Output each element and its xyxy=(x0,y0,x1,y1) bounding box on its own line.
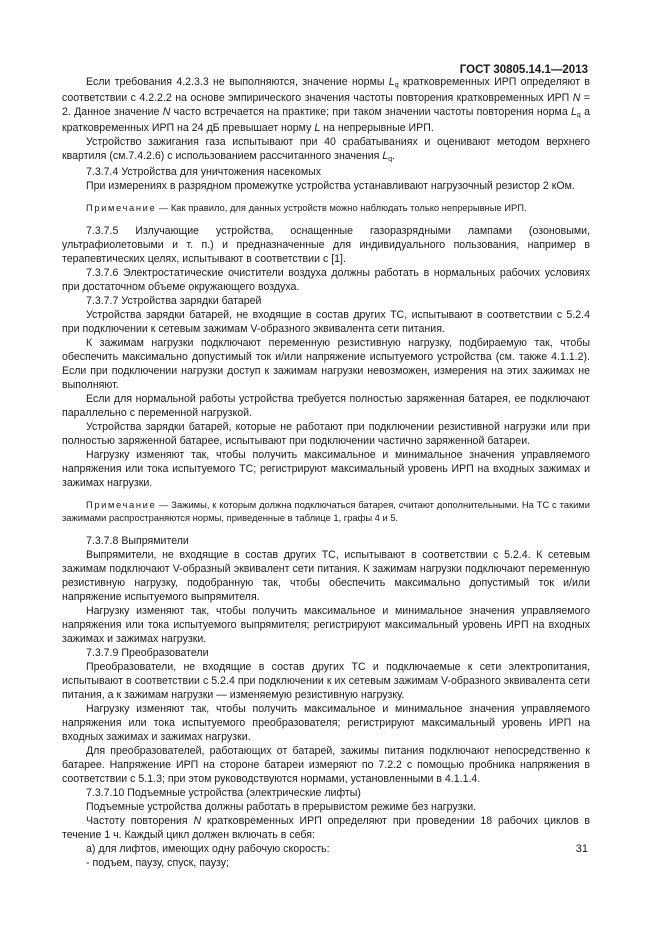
note: Примечание — Зажимы, к которым должна подключаться батарея, считают дополнительными. На ТС с такими зажимами распространяются нормы, приведенные в таблице 1, графы 4 и 5. xyxy=(62,499,590,523)
paragraph: Подъемные устройства должны работать в прерывистом режиме без нагрузки. xyxy=(86,801,477,813)
paragraph: Нагрузку изменяют так, чтобы получить максимальное и минимальное значения управляемого напряжения или тока испытуемого преобразователя; регистрируют максимальный уровень ИРП на входных зажимах и зажимах нагрузки. xyxy=(62,703,590,743)
section-heading: 7.3.7.8 Выпрямители xyxy=(86,535,189,547)
paragraph: Устройства зарядки батарей, которые не работают при подключении резистивной нагрузки или при полностью заряженной батарее, испытывают при подключении частично заряженной батареи. xyxy=(62,421,590,447)
document-body xyxy=(62,75,590,870)
note: Примечание — Как правило, для данных устройств можно наблюдать только непрерывные ИРП. xyxy=(86,202,527,213)
paragraph: Для преобразователей, работающих от батарей, зажимы питания подключают непосредственно к батарее. Напряжение ИРП на стороне батареи измеряют по 7.2.2 с помощью пробника напряжения в соответствии с 5.1.3; при этом руководствуются нормами, установленными в 4.1.1.4. xyxy=(62,745,590,785)
paragraph: Преобразователи, не входящие в состав других ТС и подключаемые к сети электропитания, испытывают в соответствии с 5.2.4 при подключении к их сетевым зажимам V-образного эквивалента сети питания, а к зажимам нагрузки — изменяемую резистивную нагрузку. xyxy=(62,661,590,701)
section-heading: 7.3.7.7 Устройства зарядки батарей xyxy=(86,295,262,307)
document-code-header: ГОСТ 30805.14.1—2013 xyxy=(459,64,588,76)
paragraph: Если требования 4.2.3.3 не выполняются, значение нормы Lq кратковременных ИРП определяют в соответствии с 4.2.2.2 на основе эмпирического значения частоты повторения кратковременных ИРП N = 2. Данное значение N часто встречается на практике; при таком значении частоты повторения норма Lq а кратковременных ИРП на 24 дБ превышает норму L на непрерывные ИРП. xyxy=(62,76,590,134)
paragraph: Выпрямители, не входящие в состав других ТС, испытывают в соответствии с 5.2.4. К сетевым зажимам подключают V-образный эквивалент сети питания. К зажимам нагрузки подключают переменную резистивную нагрузку, подобранную так, чтобы обеспечить максимально допустимый ток и/или напряжение испытуемого выпрямителя. xyxy=(62,549,590,603)
paragraph: При измерениях в разрядном промежутке устройства устанавливают нагрузочный резистор 2 кОм. xyxy=(86,180,575,192)
paragraph: Частоту повторения N кратковременных ИРП определяют при проведении 18 рабочих циклов в течение 1 ч. Каждый цикл должен включать в себя: xyxy=(62,815,590,841)
paragraph: 7.3.7.6 Электростатические очистители воздуха должны работать в нормальных рабочих условиях при достаточном объеме окружающего воздуха. xyxy=(62,267,590,293)
paragraph: Нагрузку изменяют так, чтобы получить максимальное и минимальное значения управляемого напряжения или тока испытуемого ТС; регистрируют максимальный уровень ИРП на входных зажимах и зажимах нагрузки. xyxy=(62,449,590,489)
section-heading: 7.3.7.4 Устройства для уничтожения насекомых xyxy=(86,166,322,178)
list-item: - подъем, паузу, спуск, паузу; xyxy=(86,857,229,869)
page-number: 31 xyxy=(575,843,588,855)
paragraph: Нагрузку изменяют так, чтобы получить максимальное и минимальное значения управляемого напряжения или тока испытуемого выпрямителя; регистрируют максимальный уровень ИРП на входных зажимах и зажимах нагрузки. xyxy=(62,605,590,645)
paragraph: Устройство зажигания газа испытывают при 40 срабатываниях и оценивают методом верхнего квартиля (см.7.4.2.6) с использованием рассчитанного значения Lq. xyxy=(62,136,590,163)
paragraph: К зажимам нагрузки подключают переменную резистивную нагрузку, подбираемую так, чтобы обеспечить максимально допустимый ток и/или напряжение испытуемого устройства (см. также 4.1.1.2). Если при подключении нагрузки доступ к зажимам нагрузки невозможен, измерения на этих зажимах не выполняют. xyxy=(62,337,590,391)
list-item: а) для лифтов, имеющих одну рабочую скорость: xyxy=(86,843,330,855)
section-heading: 7.3.7.9 Преобразователи xyxy=(86,647,209,659)
paragraph: 7.3.7.5 Излучающие устройства, оснащенные газоразрядными лампами (озоновыми, ультрафиолетовыми и т. п.) и предназначенные для индивидуального пользования, например в терапевтических целях, испытывают в соответствии с [1]. xyxy=(62,225,590,265)
paragraph: Устройства зарядки батарей, не входящие в состав других ТС, испытывают в соответствии с 5.2.4 при подключении к сетевым зажимам V-образного эквивалента сети питания. xyxy=(62,309,590,335)
section-heading: 7.3.7.10 Подъемные устройства (электрические лифты) xyxy=(86,787,361,799)
paragraph: Если для нормальной работы устройства требуется полностью заряженная батарея, ее подключают параллельно с переменной нагрузкой. xyxy=(62,393,590,419)
